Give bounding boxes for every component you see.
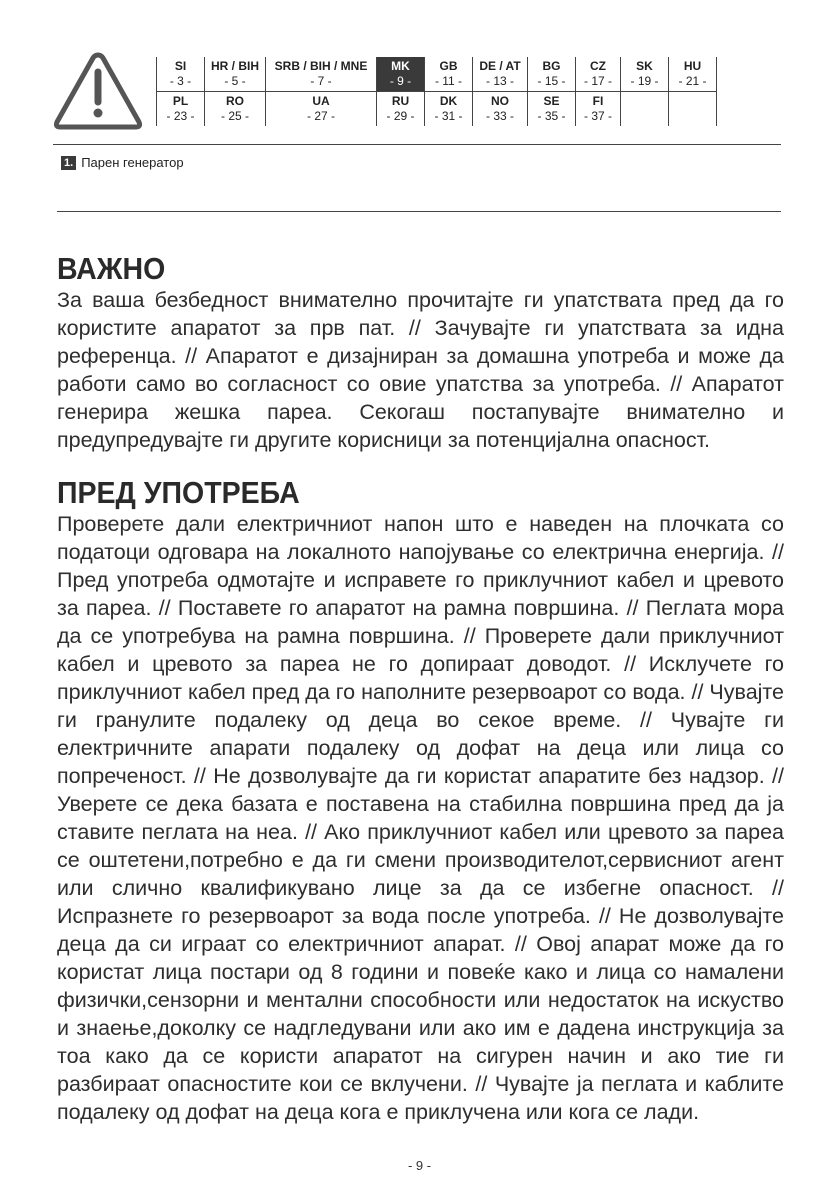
section-body: За ваша безбедност внимателно прочитајте ги упатствата пред да го користите апаратот за прв пат. // Зачувајте ги упатствата за идна референца. // Апаратот е дизајниран за домашна употреба и може да работи само во согласност со овие упатства за употреба. // Апаратот генерира жешка пареа. Секогаш постапувајте внимателно и предупредувајте ги другите корисници за потенцијална опасност. [57,288,784,452]
divider [53,144,781,145]
figure-caption [61,155,184,170]
lang-cell[interactable]: SRB / BIH / MNE - 7 - [266,57,377,92]
lang-cell[interactable]: SI - 3 - [157,57,205,92]
language-row-1 [157,57,717,92]
lang-cell[interactable]: GB - 11 - [425,57,473,92]
lang-cell[interactable]: RO - 25 - [205,92,266,127]
caption-number: 1. [61,156,76,170]
lang-cell-empty [621,92,669,127]
lang-cell[interactable]: RU - 29 - [377,92,425,127]
lang-cell-empty [669,92,717,127]
section-body: Проверете дали електричниот напон што е наведен на плочката со податоци одговара на локалното напојување со електрична енергија. // Пред употреба одмотајте и исправете го приклучниот кабел и цревото за пареа. // Поставете го апаратот на рамна површина. // Пеглата мора да се употребува на рамна површина. // Проверете дали приклучниот кабел и цревото за пареа не го допираат доводот. // Исклучете го приклучниот кабел пред да го наполните резервоарот со вода. // Чувајте ги гранулите подалеку од деца во секое време. // Чувајте ги електричните апарати подалеку од дофат на деца или лица со попреченост. // Не дозволувајте да ги користат апаратите без надзор. // Уверете се дека базата е поставена на стабилна површина пред да ја ставите пеглата на неа. // Ако приклучниот кабел или цревото за пареа се оштетени,потребно е да ги смени производителот,сервисниот агент или слично квалификувано лице за да се избегне опасност. // Испразнете го резервоарот за вода после употреба. // Не дозволувајте деца да си играат со електричниот апарат. // Овој апарат може да го користат лица постари од 8 години и повеќе како и лица со намалени физички,сензорни и ментални способности или недостаток на искуство и знаење,доколку се надгледувани или ако им е дадена инструкција за тоа како да се користи апаратот на сигурен начин и ако тие ги разбираат опасностите кои се вклучени. // Чувајте ја пеглата и каблите подалеку од дофат на деца кога е приклучена или кога се лади. [57,512,784,1124]
main-content [57,252,784,1126]
warning-triangle-icon [53,50,143,132]
lang-cell[interactable]: CZ - 17 - [576,57,621,92]
lang-cell[interactable]: BG - 15 - [528,57,576,92]
lang-cell[interactable]: SK - 19 - [621,57,669,92]
divider [57,211,781,212]
lang-cell[interactable]: HR / BIH - 5 - [205,57,266,92]
lang-cell-current[interactable]: MK - 9 - [377,57,425,92]
lang-cell[interactable]: DE / AT - 13 - [473,57,528,92]
lang-cell[interactable]: DK - 31 - [425,92,473,127]
caption-text: Парен генератор [81,155,184,170]
section-before-use [57,476,784,1126]
section-heading: ПРЕД УПОТРЕБА [57,475,300,510]
section-heading: ВАЖНО [57,251,166,286]
lang-cell[interactable]: SE - 35 - [528,92,576,127]
language-index-table [156,57,717,126]
lang-cell[interactable]: HU - 21 - [669,57,717,92]
lang-cell[interactable]: NO - 33 - [473,92,528,127]
lang-cell[interactable]: UA - 27 - [266,92,377,127]
language-row-2 [157,92,717,127]
page-number: - 9 - [407,1158,432,1173]
lang-cell[interactable]: FI - 37 - [576,92,621,127]
section-important [57,252,784,454]
lang-cell[interactable]: PL - 23 - [157,92,205,127]
